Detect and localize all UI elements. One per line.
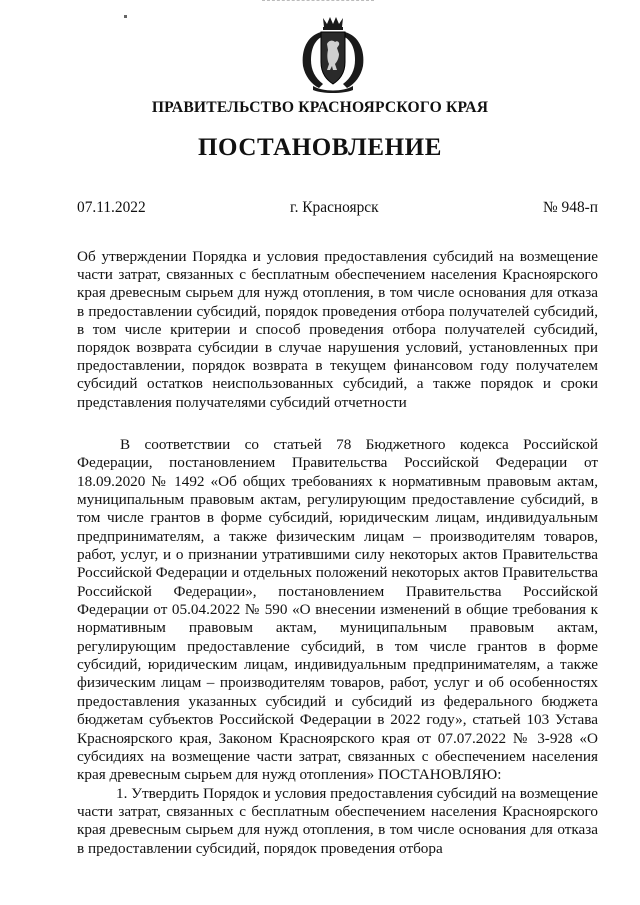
document-body — [77, 436, 598, 858]
item-1-paragraph: 1. Утвердить Порядок и условия предоставления субсидий на возмещение части затрат, связанных с бесплатным обеспечением населения Красноярского края древесным сырьем для нужд отопления, в том числе основания для отказа в предоставлении субсидий, порядок проведения отбора — [77, 784, 598, 857]
coat-of-arms-icon — [297, 14, 369, 94]
scan-edge-mark — [262, 0, 374, 3]
preamble-paragraph: В соответствии со статьей 78 Бюджетного кодекса Российской Федерации, постановлением Правительства Российской Федерации от 18.09.2020 № 1492 «Об общих требованиях к нормативным правовым актам, муниципальным правовым актам, регулирующим предоставление субсидий, в том числе грантов в форме субсидий, юридическим лицам, индивидуальным предпринимателям, а также физическим лицам – производителям товаров, работ, услуг, и о признании утратившими силу некоторых актов Правительства Российской Федерации и отдельных положений некоторых актов Правительства Российской Федерации», постановлением Правительства Российской Федерации от 05.04.2022 № 590 «О внесении изменений в общие требования к нормативным правовым актам, муниципальным правовым актам, регулирующим предоставление субсидий, в том числе грантов в форме субсидий, юридическим лицам, индивидуальным предпринимателям, а также физическим лицам – производителям товаров, работ, услуг и об особенностях предоставления указанных субсидий и субсидий из федерального бюджета бюджетам субъектов Российской Федерации в 2022 году», статьей 103 Устава Красноярского края, Законом Красноярского края от 07.07.2022 № 3-928 «О субсидиях на возмещение части затрат, связанных с обеспечением населения края древесным сырьем для нужд отопления» ПОСТАНОВЛЯЮ: — [77, 436, 598, 784]
document-date: 07.11.2022 — [77, 199, 146, 216]
document-city: г. Красноярск — [290, 199, 379, 216]
government-title: ПРАВИТЕЛЬСТВО КРАСНОЯРСКОГО КРАЯ — [151, 99, 489, 116]
document-subject: Об утверждении Порядка и условия предоставления субсидий на возмещение части затрат, связанных с бесплатным обеспечением населения Красноярского края древесным сырьем для нужд отопления, в том числе основания для отказа в предоставлении субсидий, порядок проведения отбора получателей субсидий, в том числе критерии и способ проведения отбора получателей субсидий, порядок возврата субсидии в случае нарушения условий, установленных при предоставлении, порядок возврата в текущем финансовом году получателем субсидий остатков неиспользованных субсидий, а также порядок и сроки представления получателями субсидий отчетности — [77, 248, 598, 411]
document-type-title: ПОСТАНОВЛЕНИЕ — [197, 134, 443, 161]
scan-speck — [124, 15, 127, 18]
document-number: № 948-п — [543, 199, 598, 216]
